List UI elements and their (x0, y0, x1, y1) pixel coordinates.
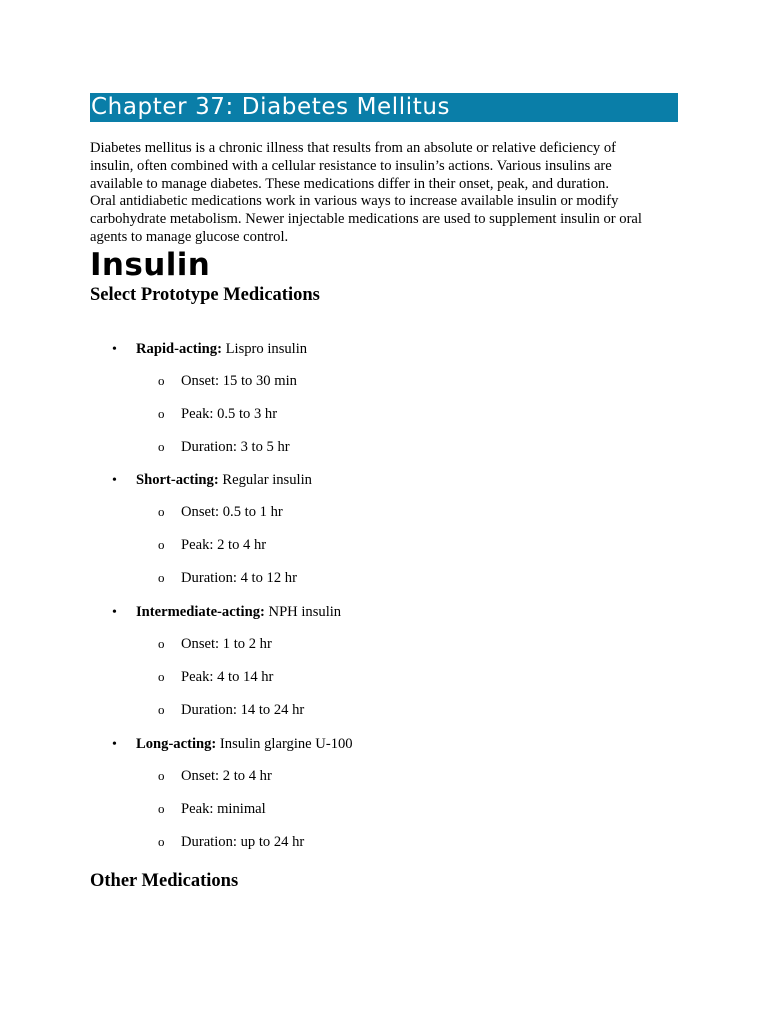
sub-bullet-icon: o (158, 801, 165, 816)
detail-text: Onset: 0.5 to 1 hr (181, 504, 283, 520)
detail-text: Peak: 2 to 4 hr (181, 537, 267, 553)
medication-name: NPH insulin (268, 604, 342, 620)
insulin-heading: Insulin (90, 247, 211, 283)
sub-bullet-icon: o (158, 537, 165, 552)
sub-bullet-icon: o (158, 439, 165, 454)
intro-line: Oral antidiabetic medications work in various ways to increase available insulin or modify (90, 193, 619, 210)
medication-detail (158, 833, 304, 851)
chapter-title: Chapter 37: Diabetes Mellitus (91, 94, 451, 120)
sub-bullet-icon: o (158, 504, 165, 519)
medication-type-label: Short-acting: (136, 472, 219, 488)
medication-detail (158, 536, 266, 554)
medication-detail (158, 635, 272, 653)
medication-detail (158, 405, 277, 423)
bullet-icon: • (112, 737, 117, 752)
intro-line: agents to manage glucose control. (90, 228, 289, 245)
medication-item-rapid-acting (109, 340, 307, 359)
detail-text: Duration: up to 24 hr (181, 834, 305, 850)
medication-detail (158, 438, 290, 456)
intro-paragraph (90, 140, 680, 247)
sub-bullet-icon: o (158, 373, 165, 388)
sub-bullet-icon: o (158, 702, 165, 717)
intro-line: insulin, often combined with a cellular resistance to insulin’s actions. Various insulins are (90, 157, 612, 174)
intro-line: Diabetes mellitus is a chronic illness that results from an absolute or relative deficiency of (90, 140, 617, 156)
medication-detail (158, 767, 272, 785)
medication-name: Regular insulin (222, 472, 312, 488)
sub-bullet-icon: o (158, 406, 165, 421)
sub-bullet-icon: o (158, 570, 165, 585)
bullet-icon: • (112, 605, 117, 620)
sub-bullet-icon: o (158, 669, 165, 684)
detail-text: Onset: 2 to 4 hr (181, 768, 272, 784)
medication-type-label: Long-acting: (136, 736, 217, 752)
medication-detail (158, 668, 273, 686)
other-medications-heading: Other Medications (90, 871, 239, 891)
detail-text: Duration: 4 to 12 hr (181, 570, 297, 586)
intro-line: available to manage diabetes. These medications differ in their onset, peak, and duration. (90, 175, 609, 192)
bullet-icon: • (112, 473, 117, 488)
medication-detail (158, 372, 297, 390)
detail-text: Peak: minimal (181, 801, 266, 817)
sub-bullet-icon: o (158, 768, 165, 783)
medication-detail (158, 800, 266, 818)
sub-bullet-icon: o (158, 636, 165, 651)
detail-text: Peak: 4 to 14 hr (181, 669, 274, 685)
medication-detail (158, 701, 304, 719)
medication-name: Insulin glargine U-100 (219, 736, 353, 752)
chapter-title-banner (90, 93, 678, 122)
detail-text: Peak: 0.5 to 3 hr (181, 406, 278, 422)
medication-detail (158, 569, 297, 587)
detail-text: Duration: 3 to 5 hr (181, 439, 290, 455)
sub-bullet-icon: o (158, 834, 165, 849)
medication-detail (158, 503, 283, 521)
intro-line: carbohydrate metabolism. Newer injectable medications are used to supplement insulin or oral (90, 211, 642, 228)
medication-type-label: Intermediate-acting: (136, 604, 265, 620)
detail-text: Onset: 15 to 30 min (181, 373, 297, 389)
medication-type-label: Rapid-acting: (136, 341, 222, 357)
detail-text: Onset: 1 to 2 hr (181, 636, 272, 652)
medication-item-short-acting (109, 471, 312, 490)
detail-text: Duration: 14 to 24 hr (181, 702, 305, 718)
medication-item-long-acting (109, 735, 353, 754)
medication-name: Lispro insulin (225, 341, 308, 357)
medication-item-intermediate-acting (109, 603, 341, 622)
bullet-icon: • (112, 342, 117, 357)
select-prototype-medications-heading: Select Prototype Medications (90, 285, 320, 305)
